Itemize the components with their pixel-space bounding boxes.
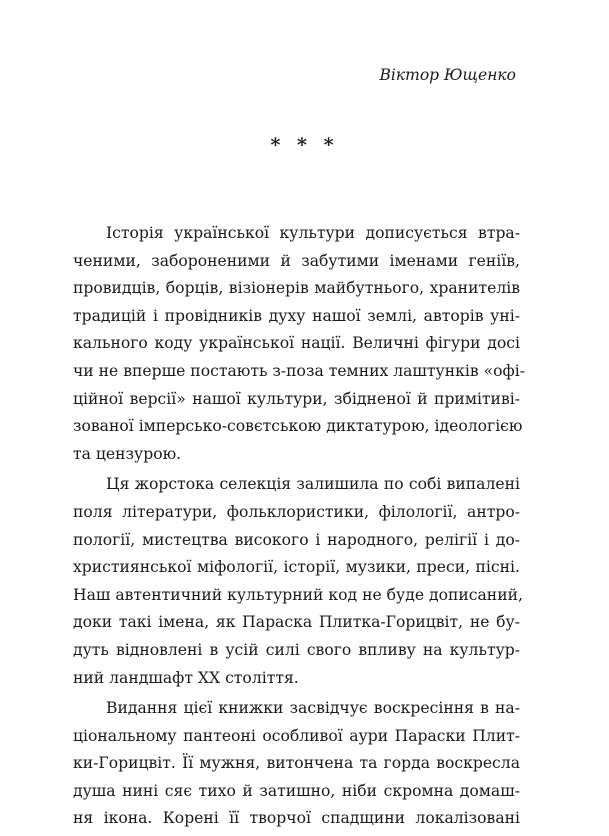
paragraph-1 (73, 220, 525, 468)
text-line: Ця жорстока селекція залишила по собі випалені (106, 475, 520, 494)
text-line: душа нині сяє тихо й затишно, ніби скромна домаш- (73, 781, 520, 800)
text-line: та цензурою. (73, 444, 182, 463)
text-line: пології, мистецтва високого і народного, релігії і до- (73, 530, 520, 549)
section-separator: * * * (270, 134, 339, 156)
author-name: Віктор Ющенко (379, 66, 516, 84)
text-line: Наш автентичний культурний код не буде дописаний, (73, 585, 523, 604)
text-line: доки такі імена, як Параска Плитка-Горицвіт, не бу- (73, 613, 520, 632)
text-line: християнської міфології, історії, музики, преси, пісні. (73, 558, 520, 577)
text-line: ня ікона. Корені її творчої спадщини локалізовані (73, 809, 520, 828)
text-line: чи не вперше постають з-поза темних лаштунків «офі- (73, 361, 525, 380)
body-text (73, 220, 525, 836)
text-line: провидців, борців, візіонерів майбутнього, хранителів (73, 279, 520, 298)
paragraph-3 (73, 695, 520, 833)
text-line: поля літератури, фольклористики, філології, антро- (73, 502, 520, 521)
text-line: ки-Горицвіт. Її мужня, витончена та горда воскресла (73, 754, 520, 773)
text-line: ченими, забороненими й забутими іменами геніїв, (73, 251, 520, 270)
text-line: ціональному пантеоні особливої аури Параски Плит- (73, 726, 520, 745)
text-line: зованої імперсько-совєтською диктатурою, ідеологією (73, 417, 523, 436)
text-line: традицій і провідників духу нашої землі, авторів уні- (73, 306, 520, 325)
text-line: ційної версії» нашої культури, збідненої й примітиві- (73, 389, 520, 408)
text-line: дуть відновлені в усій силі свого впливу на культур- (73, 640, 520, 659)
paragraph-2 (73, 471, 523, 692)
text-line: ний ландшафт ХХ століття. (73, 668, 299, 687)
text-line: Історія української культури дописується втра- (106, 224, 520, 242)
text-line: Видання цієї книжки засвідчує воскресіння в на- (106, 699, 520, 718)
text-line: кального коду української нації. Величні фігури досі (73, 334, 520, 353)
